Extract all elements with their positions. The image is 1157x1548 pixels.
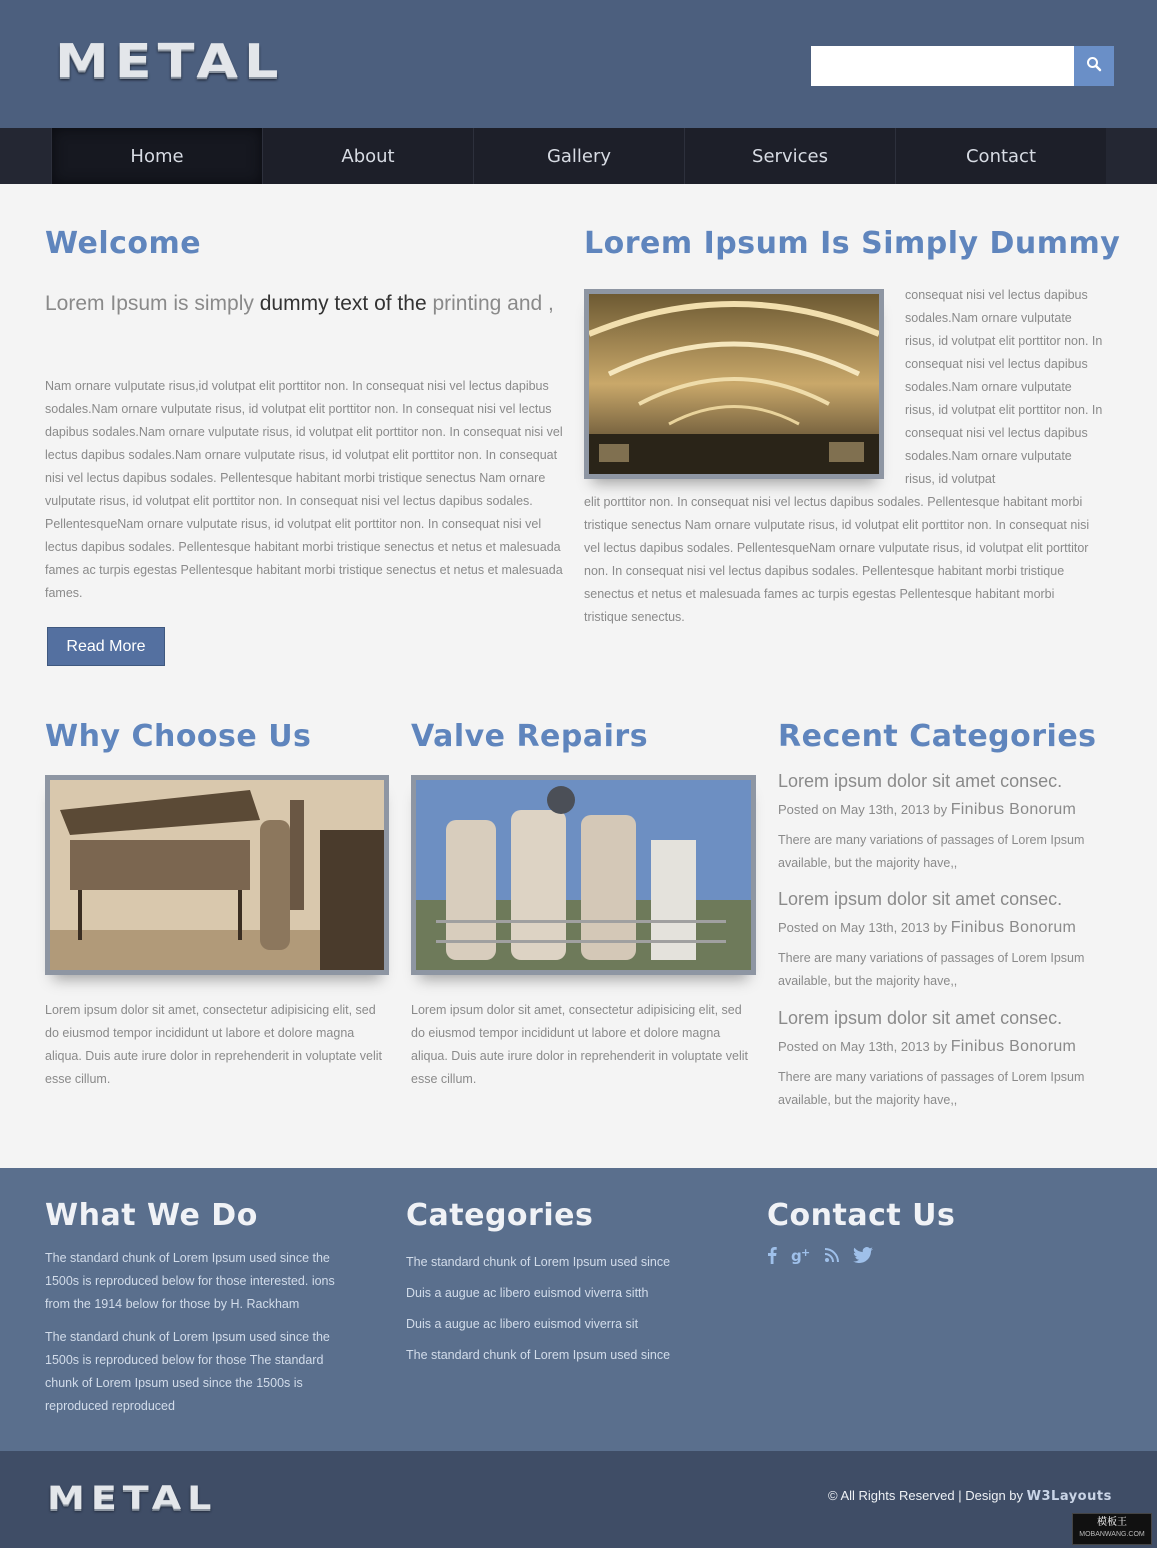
post-author[interactable]: Finibus Bonorum xyxy=(950,919,1077,936)
why-text: Lorem ipsum dolor sit amet, consectetur adipisicing elit, sed do eiusmod tempor incididunt ut labore et dolore magna aliqua. Duis aute irure dolor in reprehenderit in voluptate velit esse cillum. xyxy=(45,1003,382,1086)
recent-post-meta xyxy=(778,919,1076,937)
badge-url: MOBANWANG.COM xyxy=(1079,1531,1145,1538)
plant-image xyxy=(45,775,389,975)
designer-link[interactable]: W3Layouts xyxy=(1026,1489,1112,1504)
nav-item-about[interactable] xyxy=(262,128,473,184)
welcome-title: Welcome xyxy=(45,226,202,261)
nav-item-services[interactable] xyxy=(684,128,895,184)
nav-item-gallery[interactable] xyxy=(473,128,684,184)
nav-item-label: Gallery xyxy=(546,145,612,167)
contact-title: Contact Us xyxy=(767,1198,956,1233)
category-link[interactable]: The standard chunk of Lorem Ipsum used since xyxy=(406,1348,671,1362)
logo[interactable]: METAL xyxy=(55,34,285,89)
nav-item-home[interactable] xyxy=(51,128,262,184)
category-link[interactable]: Duis a augue ac libero euismod viverra sit xyxy=(406,1317,639,1331)
recent-post-text: There are many variations of passages of Lorem Ipsum available, but the majority have,, xyxy=(778,951,1085,988)
facebook-icon[interactable] xyxy=(767,1246,777,1264)
recent-title: Recent Categories xyxy=(778,719,1097,754)
read-more-button[interactable]: Read More xyxy=(47,627,165,666)
search-button[interactable] xyxy=(1074,46,1114,86)
posted-date: Posted on May 13th, 2013 by xyxy=(778,920,951,935)
recent-post-meta xyxy=(778,1038,1076,1056)
why-title: Why Choose Us xyxy=(45,719,312,754)
main-nav xyxy=(0,128,1157,184)
lead-text-highlight: dummy text of the xyxy=(259,292,427,315)
recent-post-title[interactable]: Lorem ipsum dolor sit amet consec. xyxy=(778,1008,1063,1028)
footer-logo[interactable]: METAL xyxy=(47,1479,218,1517)
nav-item-label: Services xyxy=(752,145,828,167)
svg-text:g: g xyxy=(791,1247,802,1264)
welcome-lead xyxy=(45,285,565,323)
recent-post-text: There are many variations of passages of Lorem Ipsum available, but the majority have,, xyxy=(778,1070,1085,1107)
recent-post-title[interactable]: Lorem ipsum dolor sit amet consec. xyxy=(778,771,1063,791)
search-icon xyxy=(1086,56,1102,77)
nav-item-label: Contact xyxy=(965,145,1037,167)
dummy-side-text: consequat nisi vel lectus dapibus sodales.Nam ornare vulputate risus, id volutpat elit porttitor non. In consequat nisi vel lectus dapibus sodales.Nam ornare vulputate risus, id volutpat elit porttitor non. In consequat nisi vel lectus dapibus sodales.Nam ornare vulputate risus, id volutpat xyxy=(905,288,1103,486)
social-links xyxy=(767,1246,873,1264)
dummy-title: Lorem Ipsum Is Simply Dummy xyxy=(584,226,1121,261)
recent-post-text: There are many variations of passages of Lorem Ipsum available, but the majority have,, xyxy=(778,833,1085,870)
header xyxy=(0,0,1157,128)
copyright xyxy=(828,1488,1112,1504)
lead-text: printing and , xyxy=(426,292,554,315)
search-form xyxy=(811,46,1114,86)
what-we-do-text: The standard chunk of Lorem Ipsum used since the 1500s is reproduced below for those The standard chunk of Lorem Ipsum used since the 1500s is reproduced reproduced xyxy=(45,1330,330,1413)
welcome-body: Nam ornare vulputate risus,id volutpat elit porttitor non. In consequat nisi vel lectus dapibus sodales.Nam ornare vulputate risus, id volutpat elit porttitor non. In consequat nisi vel lectus dapibus sodales.Nam ornare vulputate risus, id volutpat elit porttitor non. In consequat nisi vel lectus dapibus sodales.Nam ornare vulputate risus, id volutpat elit porttitor non. In consequat nisi vel lectus dapibus sodales. Pellentesque habitant morbi tristique senectus Nam ornare vulputate risus, id volutpat elit porttitor non. In consequat nisi vel lectus dapibus sodales. PellentesqueNam ornare vulputate risus, id volutpat elit porttitor non. In consequat nisi vel lectus dapibus sodales. Pellentesque habitant morbi tristique senectus et netus et malesuada fames ac turpis egestas Pellentesque habitant morbi tristique senectus et netus et malesuada fames. xyxy=(45,379,563,600)
search-input[interactable] xyxy=(811,46,1074,86)
svg-text:+: + xyxy=(801,1246,811,1259)
categories-title: Categories xyxy=(406,1198,594,1233)
rss-icon[interactable] xyxy=(825,1248,839,1262)
what-we-do-title: What We Do xyxy=(45,1198,258,1233)
valve-title: Valve Repairs xyxy=(411,719,649,754)
what-we-do-text: The standard chunk of Lorem Ipsum used since the 1500s is reproduced below for those interested. ions from the 1914 below for those by H. Rackham xyxy=(45,1251,335,1311)
google-plus-icon[interactable] xyxy=(791,1246,811,1264)
posted-date: Posted on May 13th, 2013 by xyxy=(778,802,951,817)
recent-post-meta xyxy=(778,801,1076,819)
category-link[interactable]: Duis a augue ac libero euismod viverra sitth xyxy=(406,1286,649,1300)
watermark-badge xyxy=(1072,1513,1152,1545)
posted-date: Posted on May 13th, 2013 by xyxy=(778,1039,951,1054)
valve-image xyxy=(411,775,756,975)
badge-text: 模板王 xyxy=(1097,1517,1127,1528)
recent-post-title[interactable]: Lorem ipsum dolor sit amet consec. xyxy=(778,889,1063,909)
category-link[interactable]: The standard chunk of Lorem Ipsum used since xyxy=(406,1255,671,1269)
copyright-text: © All Rights Reserved | Design by xyxy=(828,1488,1027,1503)
post-author[interactable]: Finibus Bonorum xyxy=(950,801,1077,818)
post-author[interactable]: Finibus Bonorum xyxy=(950,1038,1077,1055)
nav-item-contact[interactable] xyxy=(895,128,1106,184)
valve-text: Lorem ipsum dolor sit amet, consectetur adipisicing elit, sed do eiusmod tempor incididunt ut labore et dolore magna aliqua. Duis aute irure dolor in reprehenderit in voluptate velit esse cillum. xyxy=(411,1003,748,1086)
station-image xyxy=(584,289,884,479)
nav-item-label: About xyxy=(341,145,395,167)
twitter-icon[interactable] xyxy=(853,1247,873,1263)
lead-text: Lorem Ipsum is simply xyxy=(45,292,260,315)
dummy-bottom-text: elit porttitor non. In consequat nisi vel lectus dapibus sodales. Pellentesque habitant morbi tristique senectus Nam ornare vulputate risus, id volutpat elit porttitor non. In consequat nisi vel lectus dapibus sodales. PellentesqueNam ornare vulputate risus, id volutpat elit porttitor non. In consequat nisi vel lectus dapibus sodales. Pellentesque habitant morbi tristique senectus et netus et malesuada fames ac turpis egestas Pellentesque habitant morbi tristique senectus. xyxy=(584,495,1090,624)
nav-item-label: Home xyxy=(130,145,184,167)
